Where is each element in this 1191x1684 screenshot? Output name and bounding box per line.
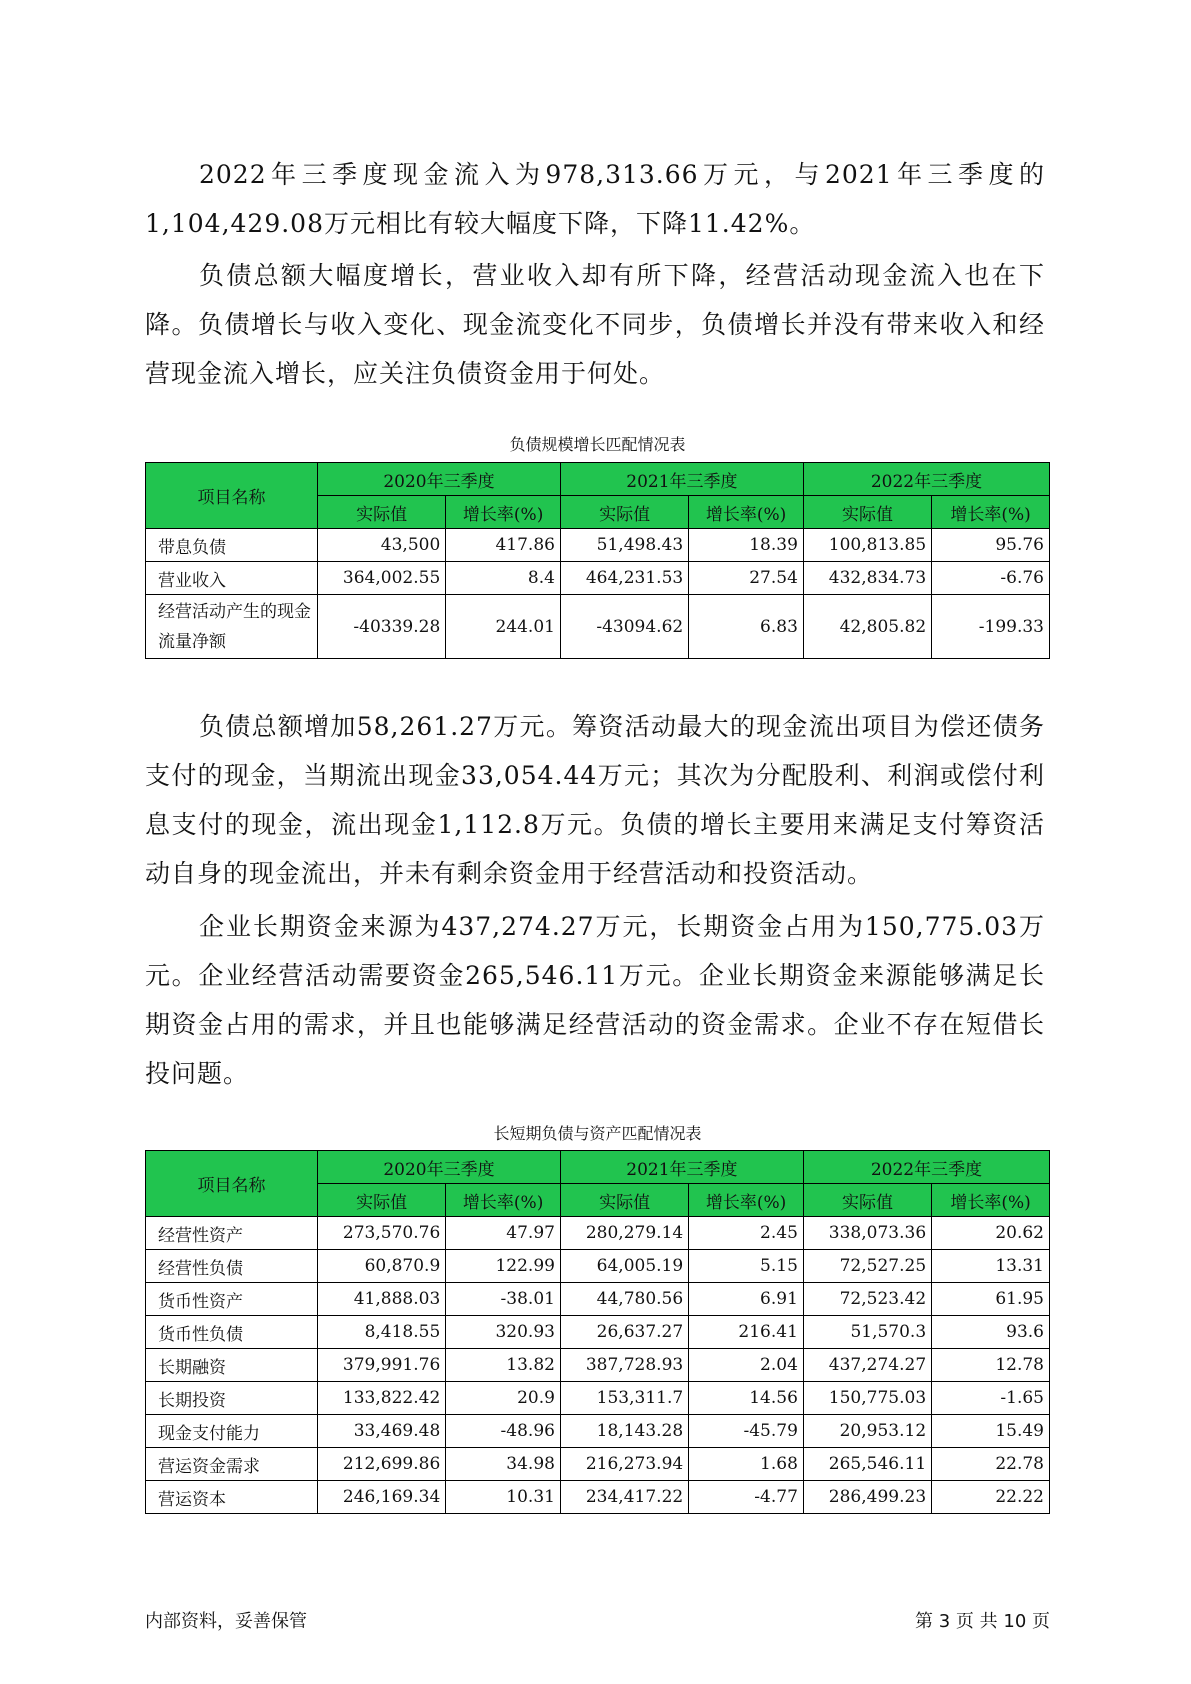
paragraph-cashflow: 2022年三季度现金流入为978,313.66万元，与2021年三季度的1,104,429.08万元相比有较大幅度下降，下降11.42%。	[145, 160, 1045, 238]
cell-value: 43,500	[318, 529, 446, 562]
header-growth: 增长率(%)	[932, 1184, 1050, 1217]
cell-value: 265,546.11	[803, 1448, 931, 1481]
header-period: 2022年三季度	[803, 463, 1049, 496]
cell-value: -199.33	[932, 595, 1050, 659]
table-row	[146, 1316, 1050, 1349]
cell-value: 216,273.94	[560, 1448, 688, 1481]
cell-value: 246,169.34	[318, 1481, 446, 1514]
header-growth: 增长率(%)	[446, 1184, 561, 1217]
paragraph-long-term-funds: 企业长期资金来源为437,274.27万元，长期资金占用为150,775.03万元。企业经营活动需要资金265,546.11万元。企业长期资金来源能够满足长期资金占用的需求，并且也能够满足经营活动的资金需求。企业不存在短借长投问题。	[145, 912, 1045, 1088]
cell-value: 27.54	[689, 562, 804, 595]
table-row	[146, 562, 1050, 595]
cell-value: 20.9	[446, 1382, 561, 1415]
header-actual: 实际值	[560, 496, 688, 529]
cell-value: 22.22	[932, 1481, 1050, 1514]
header-period: 2020年三季度	[318, 463, 561, 496]
header-growth: 增长率(%)	[689, 496, 804, 529]
cell-value: 2.45	[689, 1217, 804, 1250]
cell-value: 15.49	[932, 1415, 1050, 1448]
cell-value: -1.65	[932, 1382, 1050, 1415]
table-row	[146, 529, 1050, 562]
cell-value: 234,417.22	[560, 1481, 688, 1514]
row-name: 营运资金需求	[146, 1448, 318, 1481]
header-growth: 增长率(%)	[446, 496, 561, 529]
cell-value: 61.95	[932, 1283, 1050, 1316]
header-item-name: 项目名称	[146, 1151, 318, 1217]
table-row	[146, 1382, 1050, 1415]
cell-value: -45.79	[689, 1415, 804, 1448]
row-name: 长期投资	[146, 1382, 318, 1415]
row-name: 营运资本	[146, 1481, 318, 1514]
cell-value: 22.78	[932, 1448, 1050, 1481]
paragraph-liability-increase: 负债总额增加58,261.27万元。筹资活动最大的现金流出项目为偿还债务支付的现金，当期流出现金33,054.44万元；其次为分配股利、利润或偿付利息支付的现金，流出现金1,112.8万元。负债的增长主要用来满足支付筹资活动自身的现金流出，并未有剩余资金用于经营活动和投资活动。	[145, 712, 1045, 888]
paragraph-liability-growth: 负债总额大幅度增长，营业收入却有所下降，经营活动现金流入也在下降。负债增长与收入变化、现金流变化不同步，负债增长并没有带来收入和经营现金流入增长，应关注负债资金用于何处。	[145, 261, 1045, 388]
cell-value: 100,813.85	[803, 529, 931, 562]
row-name: 经营性负债	[146, 1250, 318, 1283]
cell-value: -48.96	[446, 1415, 561, 1448]
cell-value: 95.76	[932, 529, 1050, 562]
table-row	[146, 1415, 1050, 1448]
cell-value: 42,805.82	[803, 595, 931, 659]
cell-value: 33,469.48	[318, 1415, 446, 1448]
table-long-short-match	[145, 1150, 1050, 1514]
cell-value: 20.62	[932, 1217, 1050, 1250]
cell-value: 72,523.42	[803, 1283, 931, 1316]
table2-caption: 长短期负债与资产匹配情况表	[493, 1124, 702, 1143]
cell-value: 18.39	[689, 529, 804, 562]
cell-value: 34.98	[446, 1448, 561, 1481]
header-actual: 实际值	[803, 1184, 931, 1217]
table-row	[146, 1448, 1050, 1481]
cell-value: 12.78	[932, 1349, 1050, 1382]
cell-value: 216.41	[689, 1316, 804, 1349]
table-row	[146, 1283, 1050, 1316]
table-row	[146, 1217, 1050, 1250]
header-period: 2021年三季度	[560, 1151, 803, 1184]
cell-value: 133,822.42	[318, 1382, 446, 1415]
cell-value: 150,775.03	[803, 1382, 931, 1415]
row-name: 货币性负债	[146, 1316, 318, 1349]
cell-value: 387,728.93	[560, 1349, 688, 1382]
cell-value: 14.56	[689, 1382, 804, 1415]
cell-value: 5.15	[689, 1250, 804, 1283]
cell-value: 47.97	[446, 1217, 561, 1250]
cell-value: 212,699.86	[318, 1448, 446, 1481]
cell-value: 64,005.19	[560, 1250, 688, 1283]
table-row	[146, 1481, 1050, 1514]
cell-value: 13.82	[446, 1349, 561, 1382]
table-row	[146, 1349, 1050, 1382]
row-name: 货币性资产	[146, 1283, 318, 1316]
cell-value: -4.77	[689, 1481, 804, 1514]
cell-value: 379,991.76	[318, 1349, 446, 1382]
cell-value: 437,274.27	[803, 1349, 931, 1382]
cell-value: -40339.28	[318, 595, 446, 659]
cell-value: 8.4	[446, 562, 561, 595]
header-actual: 实际值	[560, 1184, 688, 1217]
cell-value: 72,527.25	[803, 1250, 931, 1283]
cell-value: 280,279.14	[560, 1217, 688, 1250]
header-growth: 增长率(%)	[689, 1184, 804, 1217]
cell-value: 122.99	[446, 1250, 561, 1283]
cell-value: 464,231.53	[560, 562, 688, 595]
cell-value: 18,143.28	[560, 1415, 688, 1448]
row-name: 现金支付能力	[146, 1415, 318, 1448]
row-name: 经营性资产	[146, 1217, 318, 1250]
header-growth: 增长率(%)	[932, 496, 1050, 529]
table-row	[146, 595, 1050, 659]
footer-page-number: 第 3 页 共 10 页	[915, 1611, 1050, 1632]
header-period: 2022年三季度	[803, 1151, 1049, 1184]
cell-value: -38.01	[446, 1283, 561, 1316]
cell-value: 153,311.7	[560, 1382, 688, 1415]
cell-value: -6.76	[932, 562, 1050, 595]
cell-value: 8,418.55	[318, 1316, 446, 1349]
cell-value: 41,888.03	[318, 1283, 446, 1316]
cell-value: 44,780.56	[560, 1283, 688, 1316]
header-period: 2021年三季度	[560, 463, 803, 496]
cell-value: 273,570.76	[318, 1217, 446, 1250]
cell-value: 20,953.12	[803, 1415, 931, 1448]
cell-value: 6.83	[689, 595, 804, 659]
header-actual: 实际值	[318, 1184, 446, 1217]
cell-value: 51,570.3	[803, 1316, 931, 1349]
row-name: 带息负债	[146, 529, 318, 562]
header-actual: 实际值	[803, 496, 931, 529]
cell-value: 51,498.43	[560, 529, 688, 562]
cell-value: 26,637.27	[560, 1316, 688, 1349]
cell-value: 286,499.23	[803, 1481, 931, 1514]
cell-value: 417.86	[446, 529, 561, 562]
cell-value: 6.91	[689, 1283, 804, 1316]
cell-value: 244.01	[446, 595, 561, 659]
cell-value: 93.6	[932, 1316, 1050, 1349]
cell-value: 432,834.73	[803, 562, 931, 595]
cell-value: 10.31	[446, 1481, 561, 1514]
cell-value: 60,870.9	[318, 1250, 446, 1283]
footer-confidential-note: 内部资料，妥善保管	[145, 1611, 307, 1632]
table-row	[146, 1250, 1050, 1283]
cell-value: -43094.62	[560, 595, 688, 659]
row-name: 长期融资	[146, 1349, 318, 1382]
row-name: 营业收入	[146, 562, 318, 595]
table1-caption: 负债规模增长匹配情况表	[509, 435, 686, 454]
table-liability-scale	[145, 462, 1050, 659]
cell-value: 2.04	[689, 1349, 804, 1382]
header-period: 2020年三季度	[318, 1151, 561, 1184]
row-name: 经营活动产生的现金流量净额	[146, 595, 318, 659]
cell-value: 320.93	[446, 1316, 561, 1349]
cell-value: 13.31	[932, 1250, 1050, 1283]
cell-value: 338,073.36	[803, 1217, 931, 1250]
header-item-name: 项目名称	[146, 463, 318, 529]
header-actual: 实际值	[318, 496, 446, 529]
cell-value: 1.68	[689, 1448, 804, 1481]
cell-value: 364,002.55	[318, 562, 446, 595]
